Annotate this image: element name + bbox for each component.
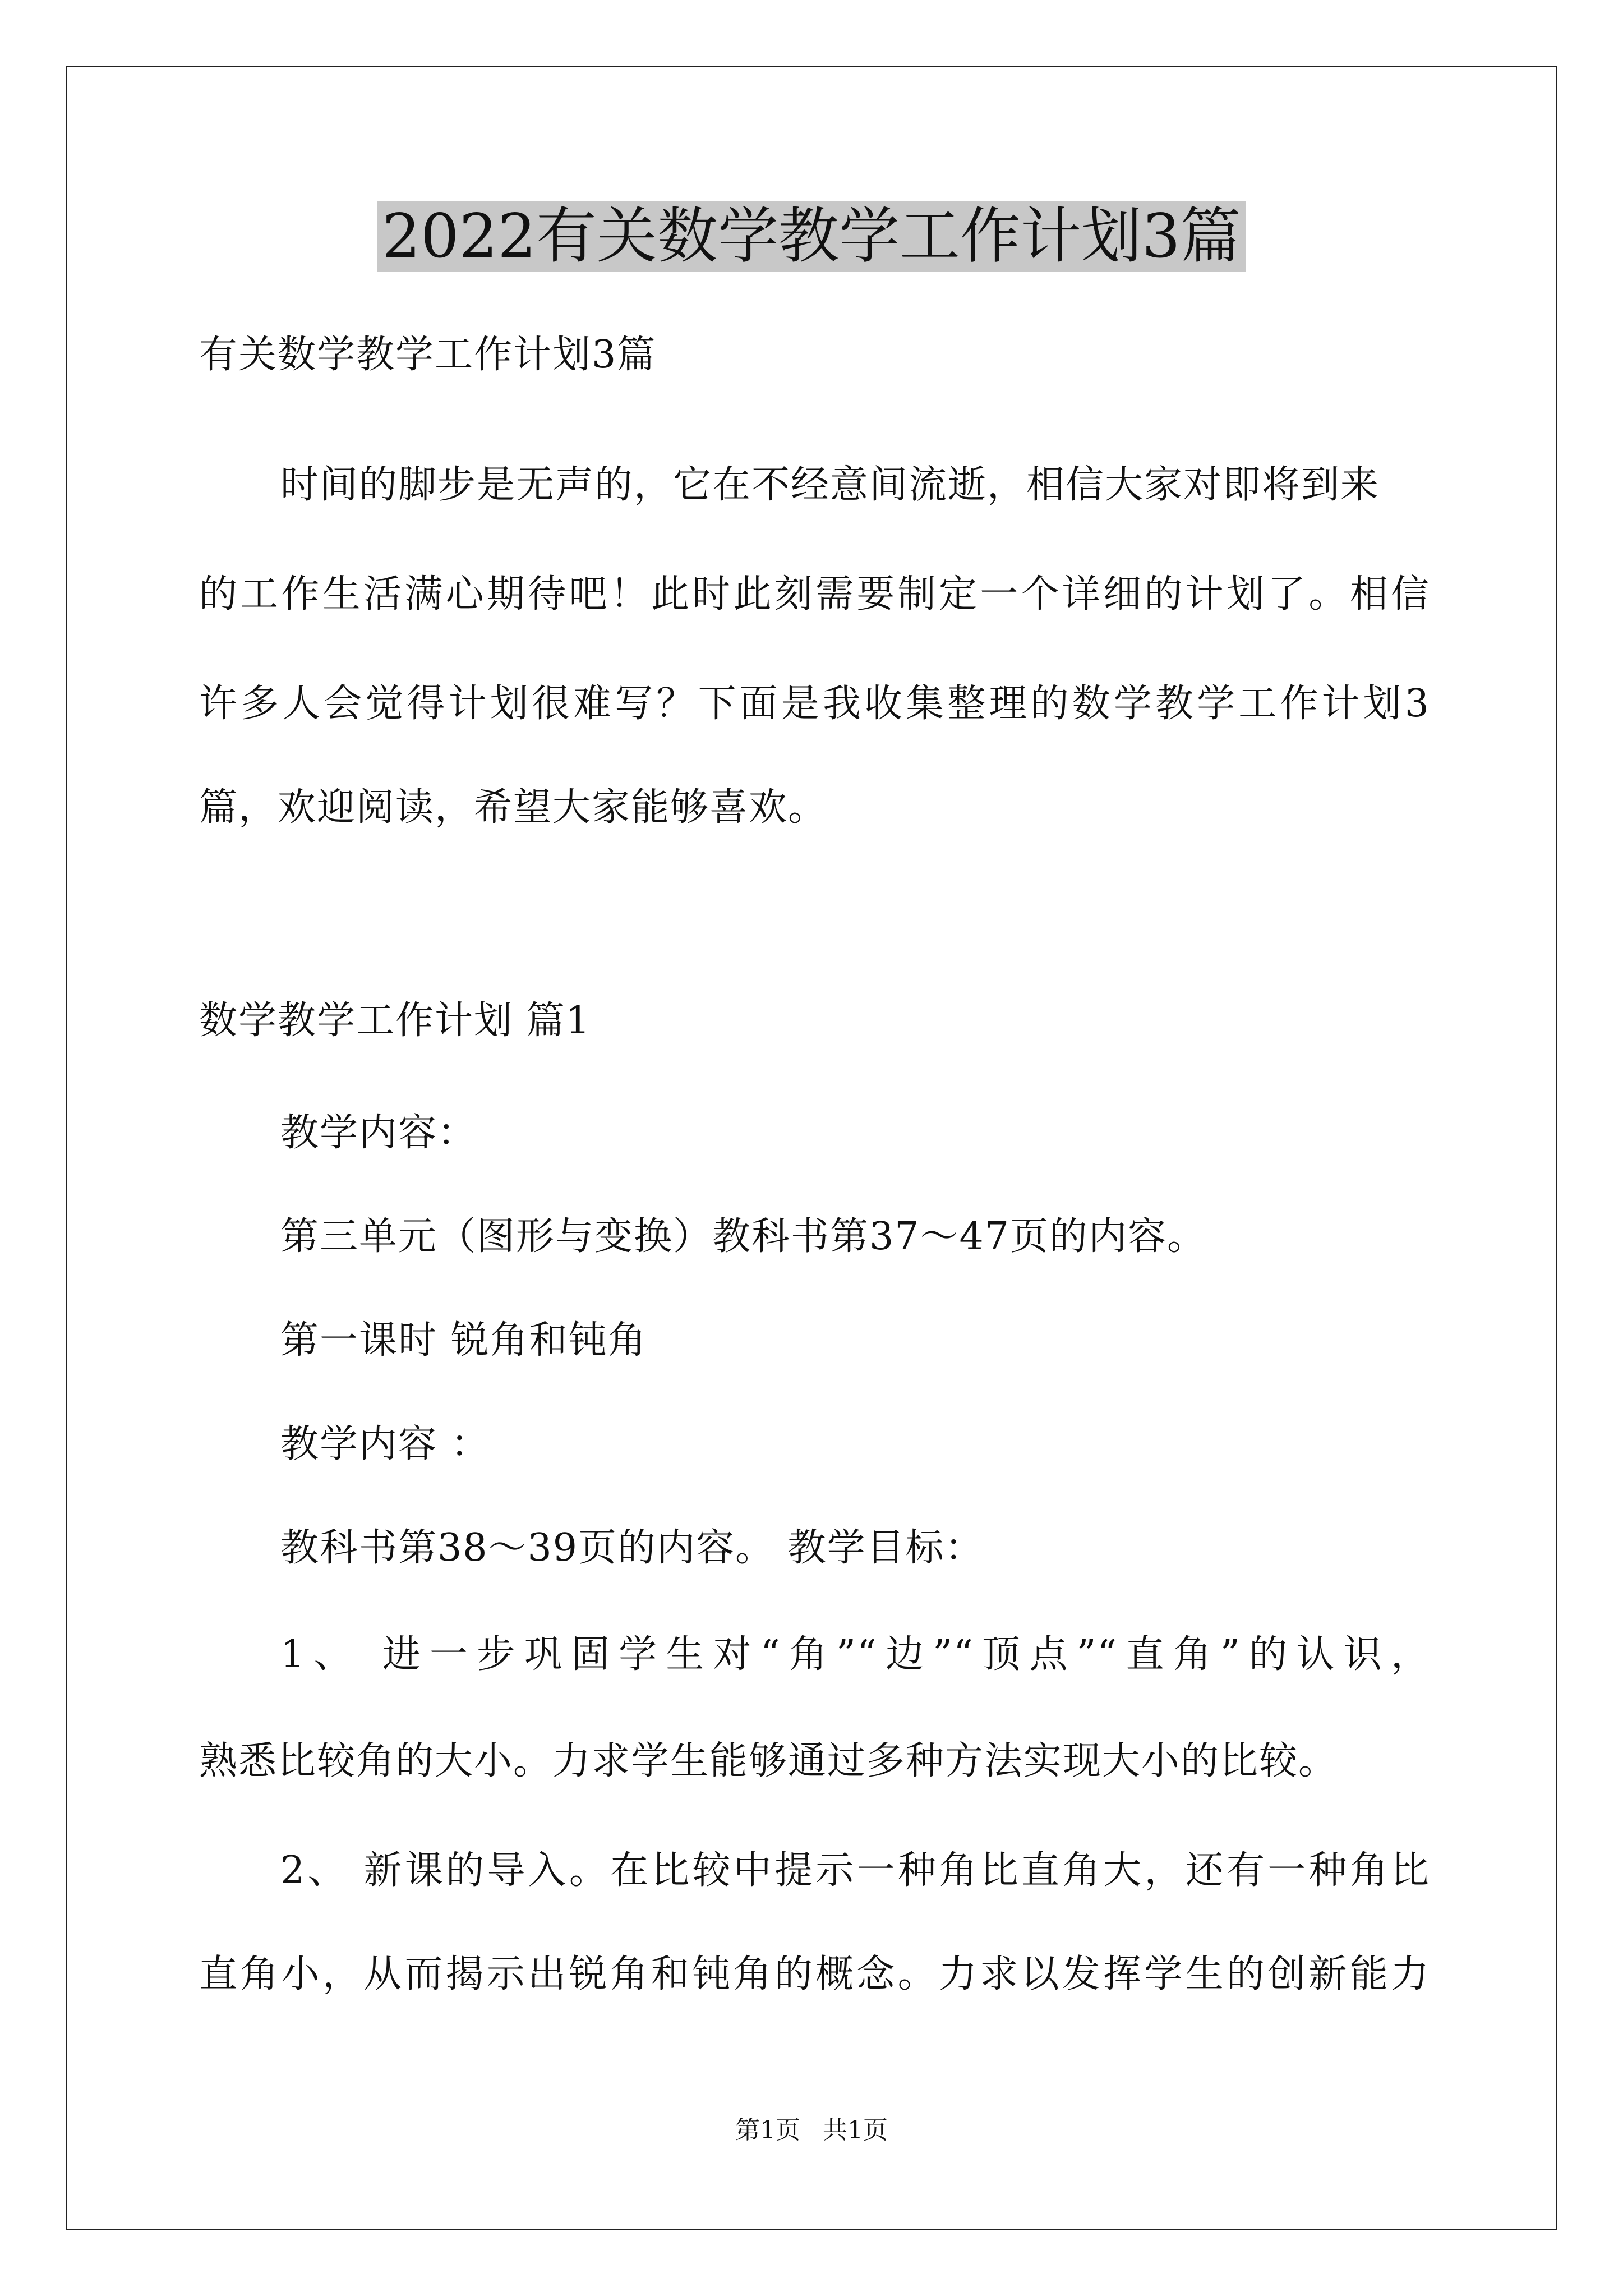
page-total: 共1页 (823, 2116, 888, 2145)
intro-line-4: 篇，欢迎阅读，希望大家能够喜欢。 (199, 785, 828, 830)
intro-line-2: 的工作生活满心期待吧！此时此刻需要制定一个详细的计划了。相信 (199, 572, 1430, 616)
document-title-text: 2022有关数学教学工作计划3篇 (377, 201, 1246, 272)
body-line-2: 第三单元（图形与变换）教科书第37～47页的内容。 (280, 1214, 1207, 1259)
body-line-7: 熟悉比较角的大小。力求学生能够通过多种方法实现大小的比较。 (199, 1739, 1338, 1783)
body-line-5: 教科书第38～39页的内容。 教学目标： (280, 1526, 984, 1570)
intro-line-3: 许多人会觉得计划很难写？下面是我收集整理的数学教学工作计划3 (199, 682, 1430, 726)
intro-line-1: 时间的脚步是无声的，它在不经意间流逝，相信大家对即将到来 (280, 463, 1380, 507)
body-line-9: 直角小，从而揭示出锐角和钝角的概念。力求以发挥学生的创新能力 (199, 1952, 1430, 1996)
body-line-1: 教学内容： (280, 1111, 477, 1155)
document-subtitle: 有关数学教学工作计划3篇 (199, 333, 657, 377)
body-line-8: 2、 新课的导入。在比较中提示一种角比直角大，还有一种角比 (280, 1848, 1430, 1893)
page-footer (0, 2114, 1623, 2147)
document-title (0, 197, 1623, 276)
body-line-6: 1、 进一步巩固学生对“角”“边”“顶点”“直角”的认识， (280, 1632, 1430, 1677)
body-line-3: 第一课时 锐角和钝角 (280, 1318, 647, 1363)
body-line-4: 教学内容 ： (280, 1422, 490, 1466)
page-number: 第1页 (735, 2116, 800, 2145)
section-heading: 数学教学工作计划 篇1 (199, 999, 591, 1043)
